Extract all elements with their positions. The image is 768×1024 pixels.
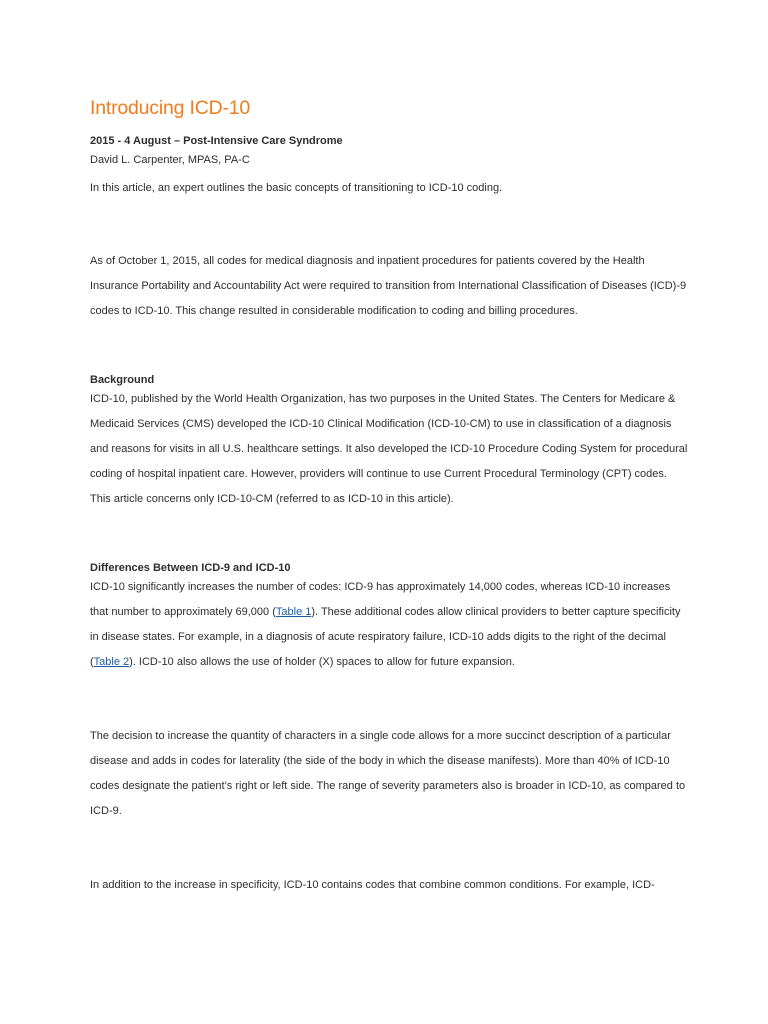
differences-text-2: ). These additional codes allow clinical providers to better capture specificity in disease states. For example, in a diagnosis of acute respiratory failure, ICD-10 adds digits to the right of the decimal ( xyxy=(90,606,681,668)
table-2-link[interactable]: Table 2 xyxy=(93,656,130,668)
paragraph-transition: As of October 1, 2015, all codes for medical diagnosis and inpatient procedures for patients covered by the Health Insurance Portability and Accountability Act were required to transition from International Classification of Diseases (ICD)-9 codes to ICD-10. This change resulted in considerable modification to coding and billing procedures. xyxy=(90,255,687,317)
spacer xyxy=(90,324,690,373)
article xyxy=(90,96,690,898)
spacer xyxy=(90,824,690,873)
article-subtitle: 2015 - 4 August – Post-Intensive Care Syndrome xyxy=(90,135,343,147)
spacer xyxy=(90,195,690,249)
heading-background: Background xyxy=(90,374,155,386)
paragraph-addition: In addition to the increase in specificity, ICD-10 contains codes that combine common conditions. For example, ICD- xyxy=(90,879,655,891)
table-1-link[interactable]: Table 1 xyxy=(275,606,312,618)
spacer xyxy=(90,512,690,561)
article-intro: In this article, an expert outlines the basic concepts of transitioning to ICD-10 coding. xyxy=(90,182,503,194)
differences-text-3: ). ICD-10 also allows the use of holder (X) spaces to allow for future expansion. xyxy=(129,656,515,668)
differences-text-1: ICD-10 significantly increases the number of codes: ICD-9 has approximately 14,000 codes, whereas ICD-10 increases that number to approximately 69,000 ( xyxy=(90,581,671,618)
article-author: David L. Carpenter, MPAS, PA-C xyxy=(90,154,250,166)
paragraph-differences xyxy=(90,575,690,675)
paragraph-background: ICD-10, published by the World Health Organization, has two purposes in the United States. The Centers for Medicare & Medicaid Services (CMS) developed the ICD-10 Clinical Modification (ICD-10-CM) to use in classification of a diagnosis and reasons for visits in all U.S. healthcare settings. It also developed the ICD-10 Procedure Coding System for procedural coding of hospital inpatient care. However, providers will continue to use Current Procedural Terminology (CPT) codes. This article concerns only ICD-10-CM (referred to as ICD-10 in this article). xyxy=(90,393,688,505)
article-title: Introducing ICD-10 xyxy=(90,97,251,119)
spacer xyxy=(90,675,690,724)
heading-differences: Differences Between ICD-9 and ICD-10 xyxy=(90,562,291,574)
paragraph-decision: The decision to increase the quantity of characters in a single code allows for a more succinct description of a particular disease and adds in codes for laterality (the side of the body in which the disease manifests). More than 40% of ICD-10 codes designate the patient’s right or left side. The range of severity parameters also is broader in ICD-10, as compared to ICD-9. xyxy=(90,730,686,817)
